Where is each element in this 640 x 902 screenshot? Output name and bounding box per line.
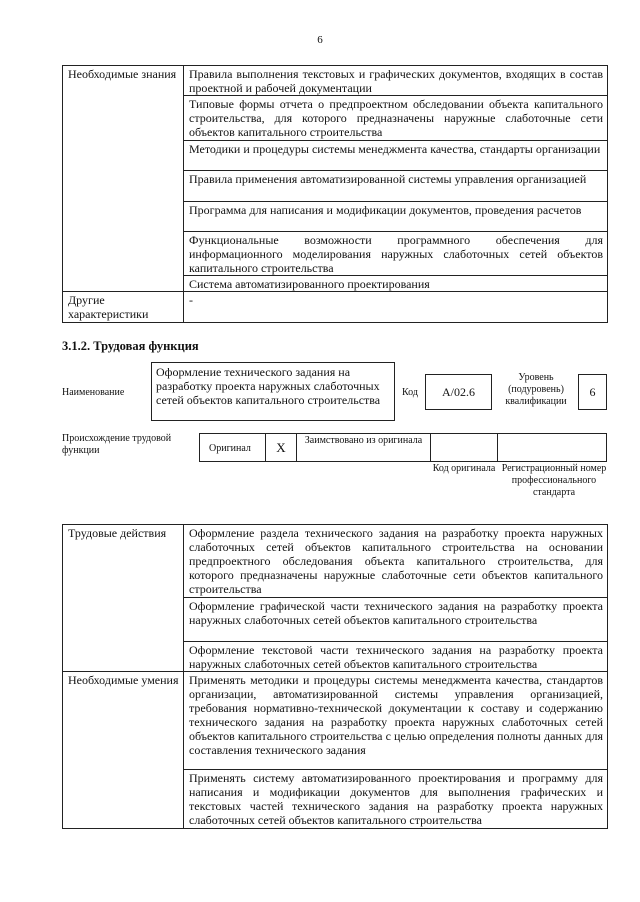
level-value: 6 [589, 385, 596, 399]
table-cell: - [184, 292, 608, 323]
reg-number-caption: Регистрационный номер профессионального стандарта [501, 463, 607, 498]
row-label-other: Другие характеристики [63, 292, 184, 323]
row-label-skills: Необходимые умения [63, 672, 184, 829]
page-number: 6 [317, 34, 323, 46]
original-mark-cell [265, 433, 297, 462]
row-label-knowledge: Необходимые знания [63, 66, 184, 292]
table-cell: Оформление раздела технического задания на разработку проекта наружных слаботочных сетей объектов капитального строительства на основании предпроектного обследования объекта капитального строительства, для которого предназначены наружные слаботочные сети объектов капитального строительства [184, 525, 608, 598]
row-label-actions: Трудовые действия [63, 525, 184, 672]
level-box [578, 374, 607, 410]
code-original-cell [430, 433, 498, 462]
table-cell: Методики и процедуры системы менеджмента качества, стандарты организации [184, 141, 608, 171]
level-label: Уровень (подуровень) квалификации [505, 372, 567, 407]
code-box [425, 374, 492, 410]
reg-number-cell [497, 433, 607, 462]
section-title: 3.1.2. Трудовая функция [62, 339, 199, 353]
origin-label: Происхождение трудовой функции [62, 433, 172, 456]
code-original-caption: Код оригинала [432, 463, 496, 474]
original-mark: X [276, 440, 286, 455]
table-cell: Оформление графической части технического задания на разработку проекта наружных слаботочных сетей объектов капитального строительства [184, 598, 608, 642]
table-cell: Правила применения автоматизированной системы управления организацией [184, 171, 608, 202]
function-name-box [151, 362, 395, 421]
name-label: Наименование [62, 387, 125, 398]
actions-table [62, 524, 608, 829]
original-label: Оригинал [209, 443, 251, 454]
table-cell: Применять методики и процедуры системы менеджмента качества, стандартов организации, автоматизированной системы управления организацией, требования нормативно-технической документации к составу и содержанию технического задания на разработку проекта наружных слаботочных сетей объектов капитального строительства с целью определения полноты данных для составления технического задания [184, 672, 608, 770]
function-name: Оформление технического задания на разработку проекта наружных слаботочных сетей объектов капитального строительства [156, 365, 381, 407]
borrowed-label: Заимствовано из оригинала [304, 435, 423, 446]
original-cell [199, 433, 266, 462]
table-cell: Типовые формы отчета о предпроектном обследовании объекта капитального строительства, для которого предназначены наружные слаботочные сети объектов капитального строительства [184, 96, 608, 141]
table-cell: Применять систему автоматизированного проектирования и программу для написания и модификации документов для выполнения графических и текстовых частей технического задания на разработку проекта наружных слаботочных сетей объектов капитального строительства [184, 770, 608, 829]
code-value: A/02.6 [442, 385, 475, 399]
table-cell: Функциональные возможности программного обеспечения для информационного моделирования наружных слаботочных сетей объектов капитального строительства [184, 232, 608, 276]
table-cell: Программа для написания и модификации документов, проведения расчетов [184, 202, 608, 232]
knowledge-table [62, 65, 608, 323]
code-label: Код [402, 387, 418, 398]
table-cell: Система автоматизированного проектирования [184, 276, 608, 292]
table-cell: Правила выполнения текстовых и графических документов, входящих в состав проектной и рабочей документации [184, 66, 608, 96]
table-cell: Оформление текстовой части технического задания на разработку проекта наружных слаботочных сетей объектов капитального строительства [184, 642, 608, 672]
borrowed-cell [296, 433, 431, 462]
